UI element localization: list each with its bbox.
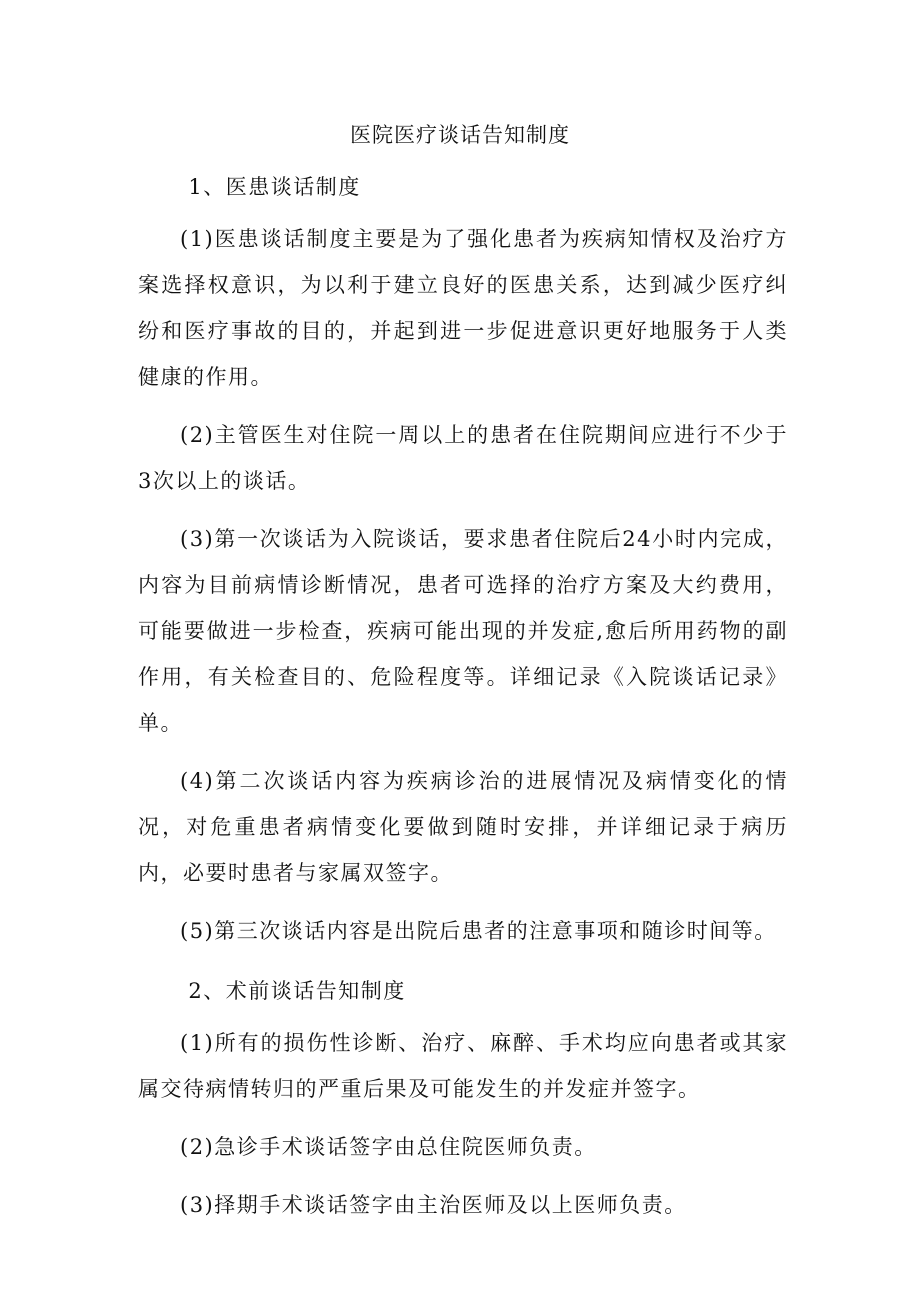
section-1-item-3: (3)第一次谈话为入院谈话，要求患者住院后24小时内完成，内容为目前病情诊断情况，患者可选择的治疗方案及大约费用，可能要做进一步检查，疾病可能出现的并发症,愈后所用药物的副作用，有关检查目的、危险程度等。详细记录《入院谈话记录》单。	[138, 527, 788, 735]
section-1-item-1: (1)医患谈话制度主要是为了强化患者为疾病知情权及治疗方案选择权意识，为以利于建立良好的医患关系，达到减少医疗纠纷和医疗事故的目的，并起到进一步促进意识更好地服务于人类健康的作用。	[138, 227, 788, 389]
document-body	[138, 164, 788, 1240]
document-title: 医院医疗谈话告知制度	[350, 123, 570, 147]
section-2-item-3: (3)择期手术谈话签字由主治医师及以上医师负责。	[180, 1193, 687, 1217]
section-2-item-2: (2)急诊手术谈话签字由总住院医师负责。	[180, 1135, 597, 1159]
section-2-item-1: (1)所有的损伤性诊断、治疗、麻醉、手术均应向患者或其家属交待病情转归的严重后果及可能发生的并发症并签字。	[138, 1031, 788, 1101]
section-1-item-2: (2)主管医生对住院一周以上的患者在住院期间应进行不少于3次以上的谈话。	[138, 423, 788, 493]
section-1-item-5: (5)第三次谈话内容是出院后患者的注意事项和随诊时间等。	[180, 919, 777, 943]
section-1-item-4: (4)第二次谈话内容为疾病诊治的进展情况及病情变化的情况，对危重患者病情变化要做到随时安排，并详细记录于病历内，必要时患者与家属双签字。	[138, 769, 788, 885]
section-2-heading: 2、术前谈话告知制度	[188, 979, 406, 1003]
section-1-heading: 1、医患谈话制度	[188, 175, 361, 199]
